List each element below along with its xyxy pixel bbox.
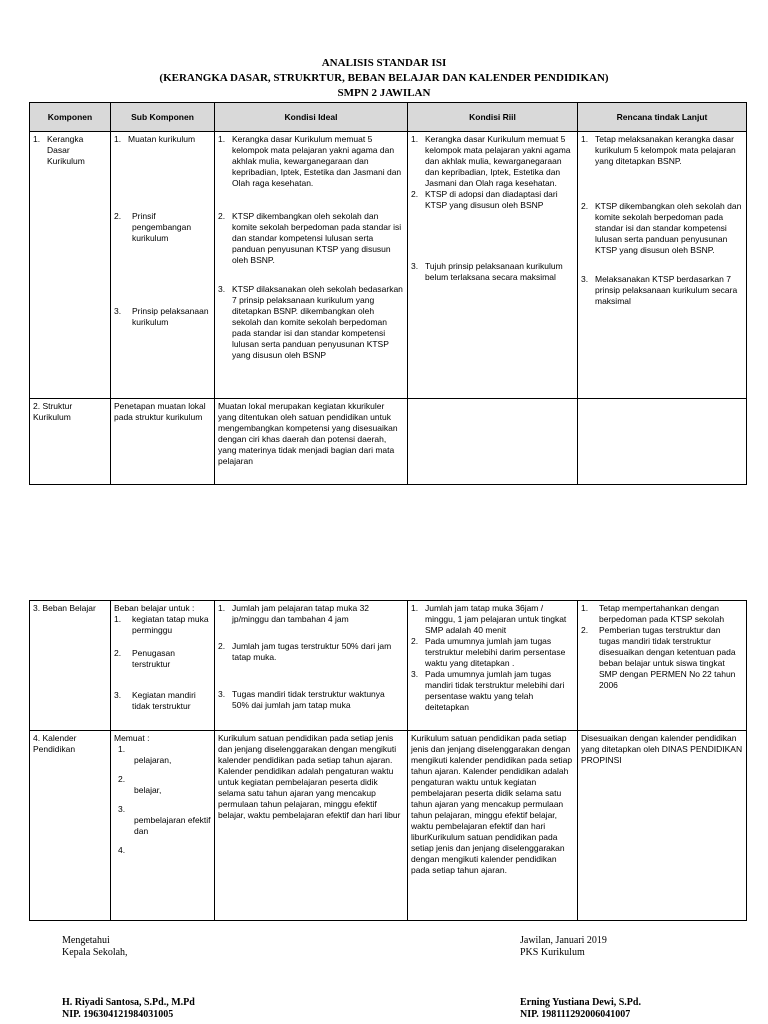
sub-item: Muatan kurikulum xyxy=(128,134,196,144)
rencana-item: Pemberian tugas terstruktur dan tugas mandiri tidak terstruktur disesuaikan dengan ketentuan pada beban belajar untuk siswa tingkat SMP dengan PERMEN No 22 tahun 2006 xyxy=(599,625,736,690)
sign-right-date: Jawilan, Januari 2019 xyxy=(520,935,607,946)
riil-item: Kerangka dasar Kurikulum memuat 5 kelompok mata pelajaran yakni agama dan akhlak mulia, kewarganegaraan dan kepribadian, Iptek, Estetika dan Jasmani dan Olah raga kesehatan. xyxy=(425,134,571,188)
doc-subtitle: (KERANGKA DASAR, STRUKRTUR, BEBAN BELAJAR DAN KALENDER PENDIDIKAN) xyxy=(159,72,609,84)
item-number: 3. xyxy=(218,689,226,699)
ideal-item: Jumlah jam pelajaran tatap muka 32 jp/minggu dan tambahan 4 jam xyxy=(232,603,370,624)
table-header-row xyxy=(30,103,747,132)
cell-kondisi-riil xyxy=(408,132,578,399)
cell-kondisi-riil: Kurikulum satuan pendidikan pada setiap jenis dan jenjang diselenggarakan dengan mengikuti kalender pendidikan pada setiap tahun ajaran. Kalender pendidikan adalah pengaturan waktu untuk kegiatan pembelajaran peserta didik selama satu tahun ajaran yang mencakup permulaan tahun pelajaran, minggu efektif belajar, waktu pembelajaran efektif dan hari liburKurikulum satuan pendidikan pada setiap jenis dan jenjang diselenggarakan dengan mengikuti kalender pendidikan pada setiap tahun ajaran. xyxy=(408,731,578,921)
col-header-komponen: Komponen xyxy=(30,103,111,132)
rencana-item: Tetap mempertahankan dengan berpedoman pada KTSP sekolah xyxy=(599,603,725,624)
sub-item: Kegiatan mandiri tidak terstruktur xyxy=(132,690,196,711)
table-row xyxy=(30,399,747,485)
item-number: 3. xyxy=(114,306,122,316)
sign-right-nip: NIP. 198111292006041007 xyxy=(520,1009,631,1020)
analysis-table-bottom xyxy=(29,600,747,921)
cell-rencana: Disesuaikan dengan kalender pendidikan yang ditetapkan oleh DINAS PENDIDIKAN PROPINSI xyxy=(578,731,747,921)
sub-heading: Memuat : xyxy=(114,733,150,743)
item-number: 1. xyxy=(114,134,122,144)
item-number: 3. xyxy=(118,804,126,814)
sign-right-name: Erning Yustiana Dewi, S.Pd. xyxy=(520,997,641,1008)
item-number: 1. xyxy=(411,134,419,144)
table-row xyxy=(30,731,747,921)
riil-item: Jumlah jam tatap muka 36jam / minggu, 1 jam pelajaran untuk tingkat SMP adalah 40 menit xyxy=(425,603,567,635)
cell-rencana xyxy=(578,601,747,731)
riil-item: Tujuh prinsip pelaksanaan kurikulum belum terlaksana secara maksimal xyxy=(425,261,563,282)
item-number: 1. xyxy=(118,744,126,754)
item-number: 2. xyxy=(118,774,126,784)
item-number: 3. xyxy=(581,274,589,284)
cell-rencana xyxy=(578,399,747,485)
item-number: 2. xyxy=(114,648,122,658)
ideal-item: KTSP dikembangkan oleh sekolah dan komite sekolah berpedoman pada standar isi dan standar kompetensi lulusan serta panduan penyusunan KTSP yang disusun oleh BSNP. xyxy=(232,211,402,265)
ideal-item: Jumlah jam tugas terstruktur 50% dari jam tatap muka. xyxy=(232,641,392,662)
sign-right-title: PKS Kurikulum xyxy=(520,947,585,958)
table-row xyxy=(30,132,747,399)
riil-item: Pada umumnya jumlah jam tugas terstruktur melebihi darim persentase waktu yang ditetapkan . xyxy=(425,636,566,668)
table-row xyxy=(30,601,747,731)
cell-sub-komponen xyxy=(111,132,215,399)
col-header-sub-komponen: Sub Komponen xyxy=(111,103,215,132)
item-number: 2. xyxy=(411,636,419,646)
cell-kondisi-riil xyxy=(408,399,578,485)
item-number: 3. xyxy=(411,669,419,679)
sub-item: pembelajaran efektif dan xyxy=(134,815,211,836)
sub-item: belajar, xyxy=(134,785,162,795)
item-number: 2. xyxy=(581,625,589,635)
item-number: 4. xyxy=(118,845,126,855)
cell-sub-komponen xyxy=(111,601,215,731)
school-name: SMPN 2 JAWILAN xyxy=(337,87,431,99)
item-number: 1. xyxy=(33,134,41,144)
cell-komponen: 3. Beban Belajar xyxy=(30,601,111,731)
cell-sub-komponen: Penetapan muatan lokal pada struktur kurikulum xyxy=(111,399,215,485)
sub-item: Prinsip pelaksanaan kurikulum xyxy=(132,306,209,327)
item-number: 2. xyxy=(218,211,226,221)
cell-kondisi-ideal: Muatan lokal merupakan kegiatan kkurikuler yang ditentukan oleh satuan pendidikan untuk mengembangkan kompetensi yang disesuaikan dengan ciri khas daerah dan potensi daerah, yang materinya tidak menjadi bagian dari mata pelajaran xyxy=(215,399,408,485)
riil-item: KTSP di adopsi dan diadaptasi dari KTSP yang disusun oleh BSNP xyxy=(425,189,558,210)
sign-left-name: H. Riyadi Santosa, S.Pd., M.Pd xyxy=(62,997,195,1008)
sub-item: Prinsif pengembangan kurikulum xyxy=(132,211,192,243)
doc-title: ANALISIS STANDAR ISI xyxy=(321,57,447,69)
sub-item: pelajaran, xyxy=(134,755,172,765)
item-number: 2. xyxy=(114,211,122,221)
sub-item: kegiatan tatap muka perminggu xyxy=(132,614,209,635)
item-number: 1. xyxy=(581,603,589,613)
analysis-table-top xyxy=(29,102,747,485)
ideal-item: Kerangka dasar Kurikulum memuat 5 kelompok mata pelajaran yakni agama dan akhlak mulia, kewarganegaraan dan kepribadian, Iptek, Estetika dan Jasmani dan Olah raga kesehatan. xyxy=(232,134,402,188)
ideal-item: Tugas mandiri tidak terstruktur waktunya 50% dai jumlah jam tatap muka xyxy=(232,689,385,710)
sub-item: Penugasan terstruktur xyxy=(132,648,176,669)
item-number: 2. xyxy=(218,641,226,651)
item-number: 1. xyxy=(218,603,226,613)
cell-sub-komponen xyxy=(111,731,215,921)
komponen-text: Kerangka Dasar Kurikulum xyxy=(47,134,85,166)
riil-item: Pada umumnya jumlah jam tugas mandiri tidak terstruktur melebihi dari persentase waktu yang telah deitetapkan xyxy=(425,669,565,712)
item-number: 3. xyxy=(411,261,419,271)
rencana-item: KTSP dikembangkan oleh sekolah dan komite sekolah berpedoman pada standar isi dan standar kompetensi lulusan serta panduan penyusunan KTSP yang disusun oleh BSNP. xyxy=(595,201,742,255)
item-number: 3. xyxy=(114,690,122,700)
cell-kondisi-ideal: Kurikulum satuan pendidikan pada setiap jenis dan jenjang diselenggarakan dengan mengikuti kalender pendidikan pada setiap tahun ajaran. Kalender pendidikan adalah pengaturan waktu untuk kegiatan pembelajaran peserta didik selama satu tahun ajaran yang mencakup permulaan tahun pelajaran, minggu efektif belajar, waktu pembelajaran efektif dan hari libur xyxy=(215,731,408,921)
item-number: 1. xyxy=(114,614,122,624)
rencana-item: Melaksanakan KTSP berdasarkan 7 prinsip pelaksanaan kurikulum secara maksimal xyxy=(595,274,738,306)
ideal-item: KTSP dilaksanakan oleh sekolah bedasarkan 7 prinsip pelaksanaan kurikulum yang ditetapkan BSNP. dikembangkan oleh sekolah dan komite sekolah berpedoman pada standar isi dan standar kompetensi lulusan serta panduan penyusunan KTSP yang disusun oleh BSNP xyxy=(232,284,403,360)
rencana-item: Tetap melaksanakan kerangka dasar kurikulum 5 kelompok mata pelajaran yang ditetapkan BSNP. xyxy=(595,134,736,166)
item-number: 3. xyxy=(218,284,226,294)
cell-komponen xyxy=(30,132,111,399)
col-header-kondisi-riil: Kondisi Riil xyxy=(408,103,578,132)
item-number: 1. xyxy=(218,134,226,144)
sign-left-nip: NIP. 196304121984031005 xyxy=(62,1009,174,1020)
sign-left-label: Mengetahui xyxy=(62,935,110,946)
item-number: 2. xyxy=(411,189,419,199)
cell-kondisi-ideal xyxy=(215,132,408,399)
cell-komponen: 2. Struktur Kurikulum xyxy=(30,399,111,485)
col-header-kondisi-ideal: Kondisi Ideal xyxy=(215,103,408,132)
cell-kondisi-ideal xyxy=(215,601,408,731)
item-number: 1. xyxy=(411,603,419,613)
cell-kondisi-riil xyxy=(408,601,578,731)
cell-rencana xyxy=(578,132,747,399)
col-header-rencana: Rencana tindak Lanjut xyxy=(578,103,747,132)
item-number: 2. xyxy=(581,201,589,211)
cell-komponen: 4. Kalender Pendidikan xyxy=(30,731,111,921)
sign-left-title: Kepala Sekolah, xyxy=(62,947,128,958)
sub-heading: Beban belajar untuk : xyxy=(114,603,195,613)
item-number: 1. xyxy=(581,134,589,144)
